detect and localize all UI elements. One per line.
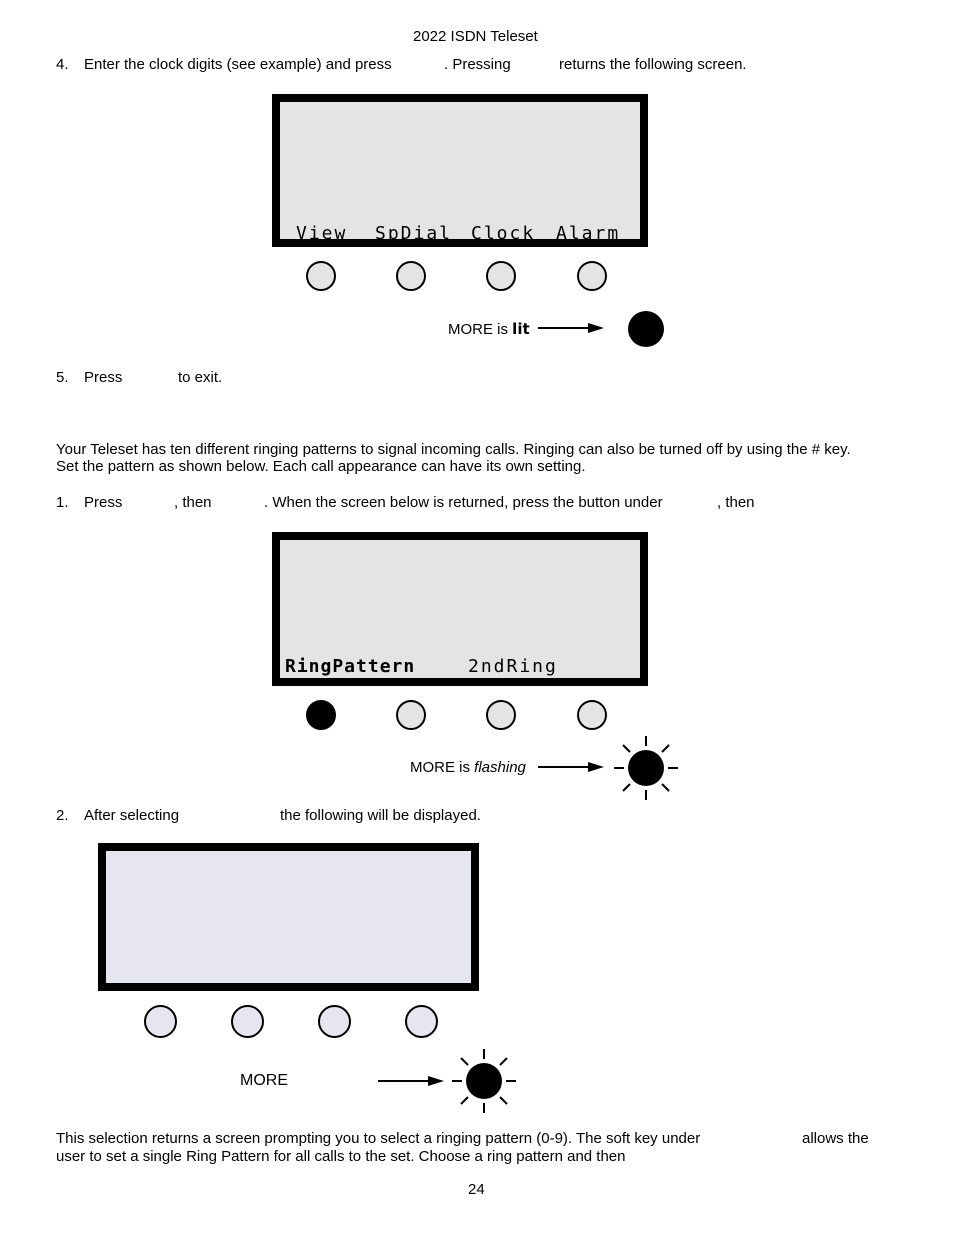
more-state-lit: lit (512, 320, 530, 338)
more-label: MORE is (410, 759, 470, 776)
step-1-number: 1. (56, 494, 69, 511)
step-2-number: 2. (56, 807, 69, 824)
soft-key-3-button[interactable] (486, 261, 516, 291)
step-1-text-3: . When the screen below is returned, press the button under (264, 494, 663, 511)
closing-paragraph-line-1-end: allows the (802, 1130, 869, 1147)
softkey-label-view: View (296, 223, 348, 244)
page-header: 2022 ISDN Teleset (413, 28, 538, 45)
step-2-text-2: the following will be displayed. (280, 807, 481, 824)
step-4-text: Enter the clock digits (see example) and press (84, 56, 392, 73)
step-1-text-2: , then (174, 494, 212, 511)
softkey-label-spdial: SpDial (375, 223, 453, 244)
step-4-text-3: returns the following screen. (559, 56, 747, 73)
more-label: MORE is (448, 321, 508, 338)
arrow-right-icon (378, 1080, 430, 1082)
lcd-display-ring-menu (272, 532, 648, 686)
step-2-text: After selecting (84, 807, 180, 824)
soft-key-4-button[interactable] (577, 261, 607, 291)
step-1-text-4: , then (717, 494, 755, 511)
more-state-flashing: flashing (474, 759, 526, 776)
closing-paragraph-line-2: user to set a single Ring Pattern for all calls to the set. Choose a ring pattern and then (56, 1148, 626, 1165)
soft-key-2-button[interactable] (396, 700, 426, 730)
step-5-text-2: to exit. (178, 369, 223, 386)
closing-paragraph-line-1: This selection returns a screen prompting you to select a ringing pattern (0-9). The soft key under (56, 1130, 701, 1147)
soft-key-1-button[interactable] (306, 261, 336, 291)
page-number: 24 (468, 1181, 485, 1198)
step-5-number: 5. (56, 369, 69, 386)
soft-key-4-button[interactable] (577, 700, 607, 730)
more-caption: MORE (240, 1072, 288, 1089)
more-led-flashing-icon (450, 1047, 518, 1115)
arrow-head-icon (428, 1076, 444, 1086)
soft-key-1-button[interactable] (144, 1005, 177, 1038)
soft-key-3-button[interactable] (318, 1005, 351, 1038)
soft-key-2-button[interactable] (231, 1005, 264, 1038)
soft-key-1-pressed-button[interactable] (306, 700, 336, 730)
arrow-head-icon (588, 762, 604, 772)
more-led-lit-icon (628, 311, 664, 347)
soft-key-3-button[interactable] (486, 700, 516, 730)
softkey-label-2ndring: 2ndRing (468, 656, 558, 677)
more-flashing-caption (410, 759, 526, 777)
softkey-label-clock: Clock (471, 223, 536, 244)
arrow-right-icon (538, 327, 590, 329)
intro-paragraph-line-1: Your Teleset has ten different ringing patterns to signal incoming calls. Ringing can also be turned off by using the # key. (56, 441, 851, 458)
lcd-display-blank (98, 843, 479, 991)
arrow-right-icon (538, 766, 590, 768)
more-led-flashing-icon (612, 734, 680, 802)
step-5-text: Press (84, 369, 123, 386)
lcd-display-main-menu (272, 94, 648, 247)
intro-paragraph-line-2: Set the pattern as shown below. Each call appearance can have its own setting. (56, 458, 586, 475)
softkey-label-alarm: Alarm (556, 223, 621, 244)
step-1-text: Press (84, 494, 123, 511)
more-lit-caption (448, 320, 530, 339)
soft-key-2-button[interactable] (396, 261, 426, 291)
step-4-number: 4. (56, 56, 69, 73)
softkey-label-ringpattern: RingPattern (285, 656, 416, 677)
step-4-text-2: . Pressing (444, 56, 511, 73)
soft-key-4-button[interactable] (405, 1005, 438, 1038)
arrow-head-icon (588, 323, 604, 333)
